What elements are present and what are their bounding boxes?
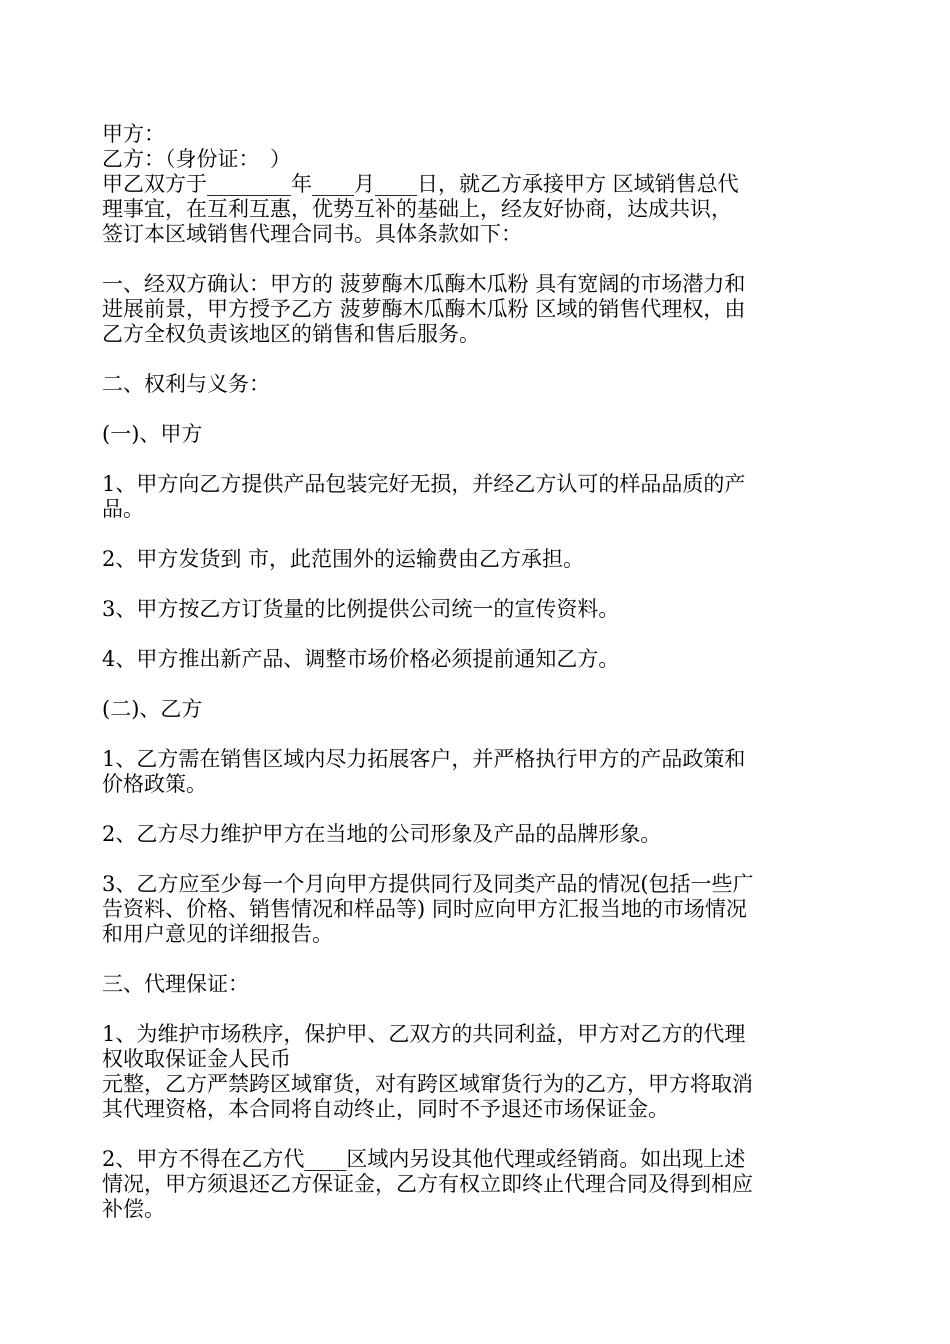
- paragraph-gap: [102, 622, 862, 647]
- contract-page: [102, 122, 862, 1222]
- party-b-item-3: 告资料、价格、销售情况和样品等) 同时应向甲方汇报当地的市场情况: [102, 897, 747, 921]
- paragraph-gap: [102, 522, 862, 547]
- party-b-item-1: 价格政策。: [102, 772, 207, 796]
- party-b-item-3: 3、乙方应至少每一个月向甲方提供同行及同类产品的情况(包括一些广: [102, 872, 754, 896]
- party-b-item-3: 和用户意见的详细报告。: [102, 922, 333, 946]
- section-3-item-1: 1、为维护市场秩序，保护甲、乙双方的共同利益，甲方对乙方的代理: [102, 1022, 746, 1046]
- party-a-line: 甲方：: [102, 122, 165, 146]
- party-b-line: 乙方：（身份证： ）: [102, 147, 291, 171]
- section-3-item-2: 2、甲方不得在乙方代____区域内另设其他代理或经销商。如出现上述: [102, 1147, 746, 1171]
- section-3-item-1: 元整，乙方严禁跨区域窜货，对有跨区域窜货行为的乙方，甲方将取消: [102, 1072, 753, 1096]
- section-3-item-2: 情况，甲方须退还乙方保证金，乙方有权立即终止代理合同及得到相应: [102, 1172, 753, 1196]
- section-3-item-1: 其代理资格，本合同将自动终止，同时不予退还市场保证金。: [102, 1097, 669, 1121]
- party-b-heading: (二)、乙方: [102, 697, 203, 721]
- clause-1-line: 乙方全权负责该地区的销售和售后服务。: [102, 322, 480, 346]
- party-a-heading: (一)、甲方: [102, 422, 203, 446]
- intro-line: 签订本区域销售代理合同书。具体条款如下：: [102, 222, 522, 246]
- paragraph-gap: [102, 347, 862, 372]
- clause-1-line: 进展前景，甲方授予乙方 菠萝酶木瓜酶木瓜粉 区域的销售代理权，由: [102, 297, 746, 321]
- party-b-item-2: 2、乙方尽力维护甲方在当地的公司形象及产品的品牌形象。: [102, 822, 662, 846]
- intro-line: 甲乙双方于________年____月____日，就乙方承接甲方 区域销售总代: [102, 172, 739, 196]
- paragraph-gap: [102, 572, 862, 597]
- paragraph-gap: [102, 447, 862, 472]
- party-a-item-4: 4、甲方推出新产品、调整市场价格必须提前通知乙方。: [102, 647, 620, 671]
- paragraph-gap: [102, 1122, 862, 1147]
- section-3-heading: 三、代理保证：: [102, 972, 249, 996]
- paragraph-gap: [102, 397, 862, 422]
- paragraph-gap: [102, 997, 862, 1022]
- paragraph-gap: [102, 722, 862, 747]
- paragraph-gap: [102, 947, 862, 972]
- party-a-item-1: 1、甲方向乙方提供产品包装完好无损，并经乙方认可的样品品质的产: [102, 472, 746, 496]
- party-a-item-1: 品。: [102, 497, 144, 521]
- party-a-item-3: 3、甲方按乙方订货量的比例提供公司统一的宣传资料。: [102, 597, 620, 621]
- paragraph-gap: [102, 797, 862, 822]
- section-3-item-1: 权收取保证金人民币: [102, 1047, 291, 1071]
- paragraph-gap: [102, 847, 862, 872]
- party-b-item-1: 1、乙方需在销售区域内尽力拓展客户，并严格执行甲方的产品政策和: [102, 747, 746, 771]
- clause-1-line: 一、经双方确认：甲方的 菠萝酶木瓜酶木瓜粉 具有宽阔的市场潜力和: [102, 272, 746, 296]
- section-3-item-2: 补偿。: [102, 1197, 165, 1221]
- paragraph-gap: [102, 672, 862, 697]
- party-a-item-2: 2、甲方发货到 市，此范围外的运输费由乙方承担。: [102, 547, 585, 571]
- intro-line: 理事宜，在互利互惠，优势互补的基础上，经友好协商，达成共识，: [102, 197, 732, 221]
- paragraph-gap: [102, 247, 862, 272]
- section-2-heading: 二、权利与义务：: [102, 372, 270, 396]
